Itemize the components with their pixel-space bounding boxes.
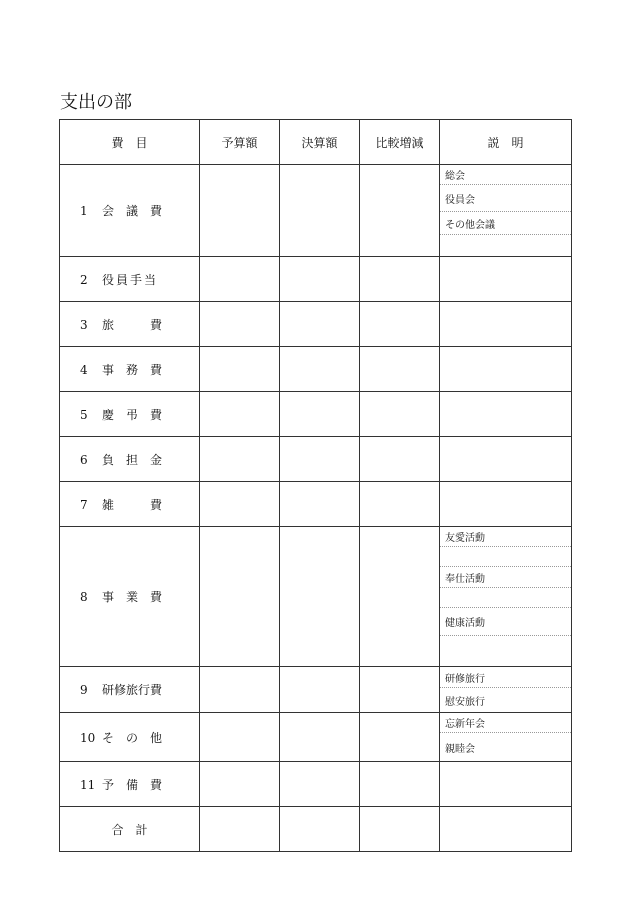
item-number: 3 (80, 317, 88, 332)
settlement-cell[interactable] (280, 482, 360, 527)
description-note (440, 588, 571, 608)
budget-cell[interactable] (200, 527, 280, 667)
header-diff: 比較増減 (360, 120, 440, 165)
expense-item-name (60, 527, 200, 667)
diff-cell[interactable] (360, 762, 440, 807)
item-number: 4 (80, 362, 88, 377)
item-number: 11 (80, 777, 96, 792)
expense-item-name (60, 392, 200, 437)
table-row (60, 667, 572, 713)
diff-cell[interactable] (360, 437, 440, 482)
settlement-cell[interactable] (280, 527, 360, 667)
diff-cell[interactable] (360, 527, 440, 667)
item-number: 5 (80, 407, 88, 422)
budget-cell[interactable] (200, 437, 280, 482)
description-cell[interactable] (440, 257, 572, 302)
description-note: 慰安旅行 (445, 696, 485, 708)
expense-item-name (60, 437, 200, 482)
description-note: 忘新年会 (440, 713, 571, 733)
description-cell[interactable] (440, 347, 572, 392)
table-header-row (60, 120, 572, 165)
item-number: 6 (80, 452, 88, 467)
item-number: 8 (80, 590, 88, 604)
description-cell[interactable] (440, 437, 572, 482)
settlement-cell[interactable] (280, 713, 360, 762)
description-cell[interactable] (440, 762, 572, 807)
item-label: 事業費 (102, 590, 162, 604)
item-label: 負担金 (102, 452, 162, 467)
description-note: 奉仕活動 (440, 567, 571, 588)
expense-table (59, 119, 572, 852)
diff-cell[interactable] (360, 302, 440, 347)
diff-cell[interactable] (360, 257, 440, 302)
description-note: 友愛活動 (440, 527, 571, 547)
settlement-cell[interactable] (280, 165, 360, 257)
expense-item-name (60, 257, 200, 302)
item-label: 研修旅行費 (102, 683, 163, 697)
item-label: 役員手当 (102, 272, 159, 287)
description-cell[interactable] (440, 482, 572, 527)
section-title: 支出の部 (60, 92, 132, 113)
table-row (60, 347, 572, 392)
table-row (60, 482, 572, 527)
settlement-cell[interactable] (280, 347, 360, 392)
budget-cell[interactable] (200, 762, 280, 807)
total-budget-cell[interactable] (200, 807, 280, 852)
expense-item-name (60, 347, 200, 392)
description-note: 研修旅行 (440, 667, 571, 688)
diff-cell[interactable] (360, 392, 440, 437)
table-row (60, 437, 572, 482)
item-label: 旅費 (102, 317, 162, 332)
description-note (440, 547, 571, 567)
description-cell[interactable] (440, 392, 572, 437)
budget-cell[interactable] (200, 392, 280, 437)
settlement-cell[interactable] (280, 257, 360, 302)
description-notes (440, 527, 571, 666)
item-label: 雑費 (102, 497, 162, 512)
settlement-cell[interactable] (280, 437, 360, 482)
description-note (440, 235, 571, 256)
diff-cell[interactable] (360, 165, 440, 257)
expense-item-name (60, 165, 200, 257)
settlement-cell[interactable] (280, 762, 360, 807)
budget-cell[interactable] (200, 347, 280, 392)
expense-item-name (60, 762, 200, 807)
budget-cell[interactable] (200, 482, 280, 527)
table-row (60, 392, 572, 437)
diff-cell[interactable] (360, 667, 440, 713)
table-row (60, 762, 572, 807)
budget-cell[interactable] (200, 667, 280, 713)
diff-cell[interactable] (360, 347, 440, 392)
description-notes (440, 667, 571, 712)
item-label: 事務費 (102, 362, 162, 377)
table-row (60, 165, 572, 257)
total-diff-cell[interactable] (360, 807, 440, 852)
settlement-cell[interactable] (280, 667, 360, 713)
header-desc: 説 明 (440, 120, 572, 165)
expense-item-name (60, 482, 200, 527)
description-note: 親睦会 (445, 743, 475, 755)
description-cell[interactable] (440, 667, 572, 713)
description-note: 健康活動 (440, 608, 571, 636)
settlement-cell[interactable] (280, 392, 360, 437)
expense-item-name (60, 667, 200, 713)
description-note: 総会 (440, 165, 571, 185)
budget-cell[interactable] (200, 165, 280, 257)
table-row (60, 302, 572, 347)
item-number: 1 (80, 204, 88, 218)
diff-cell[interactable] (360, 713, 440, 762)
diff-cell[interactable] (360, 482, 440, 527)
table-row (60, 713, 572, 762)
item-label: 慶弔費 (102, 407, 162, 422)
item-number: 10 (80, 730, 96, 745)
total-row (60, 807, 572, 852)
expense-item-name (60, 302, 200, 347)
total-label: 合 計 (60, 807, 200, 852)
description-cell[interactable] (440, 302, 572, 347)
budget-cell[interactable] (200, 257, 280, 302)
description-notes (440, 713, 571, 761)
item-label: 会議費 (102, 204, 162, 218)
item-number: 9 (80, 683, 88, 697)
description-note: その他会議 (440, 212, 571, 235)
total-settlement-cell[interactable] (280, 807, 360, 852)
description-note: 役員会 (440, 185, 571, 212)
budget-cell[interactable] (200, 713, 280, 762)
description-cell[interactable] (440, 527, 572, 667)
expense-item-name (60, 713, 200, 762)
description-cell[interactable] (440, 165, 572, 257)
description-note (440, 636, 571, 666)
header-item: 費 目 (60, 120, 200, 165)
description-cell[interactable] (440, 713, 572, 762)
item-label: その他 (102, 730, 162, 745)
item-number: 2 (80, 272, 88, 287)
header-budget: 予算額 (200, 120, 280, 165)
budget-cell[interactable] (200, 302, 280, 347)
header-settlement: 決算額 (280, 120, 360, 165)
item-number: 7 (80, 497, 88, 512)
total-desc-cell[interactable] (440, 807, 572, 852)
table-row (60, 527, 572, 667)
settlement-cell[interactable] (280, 302, 360, 347)
description-notes (440, 165, 571, 256)
item-label: 予備費 (102, 777, 162, 792)
table-row (60, 257, 572, 302)
